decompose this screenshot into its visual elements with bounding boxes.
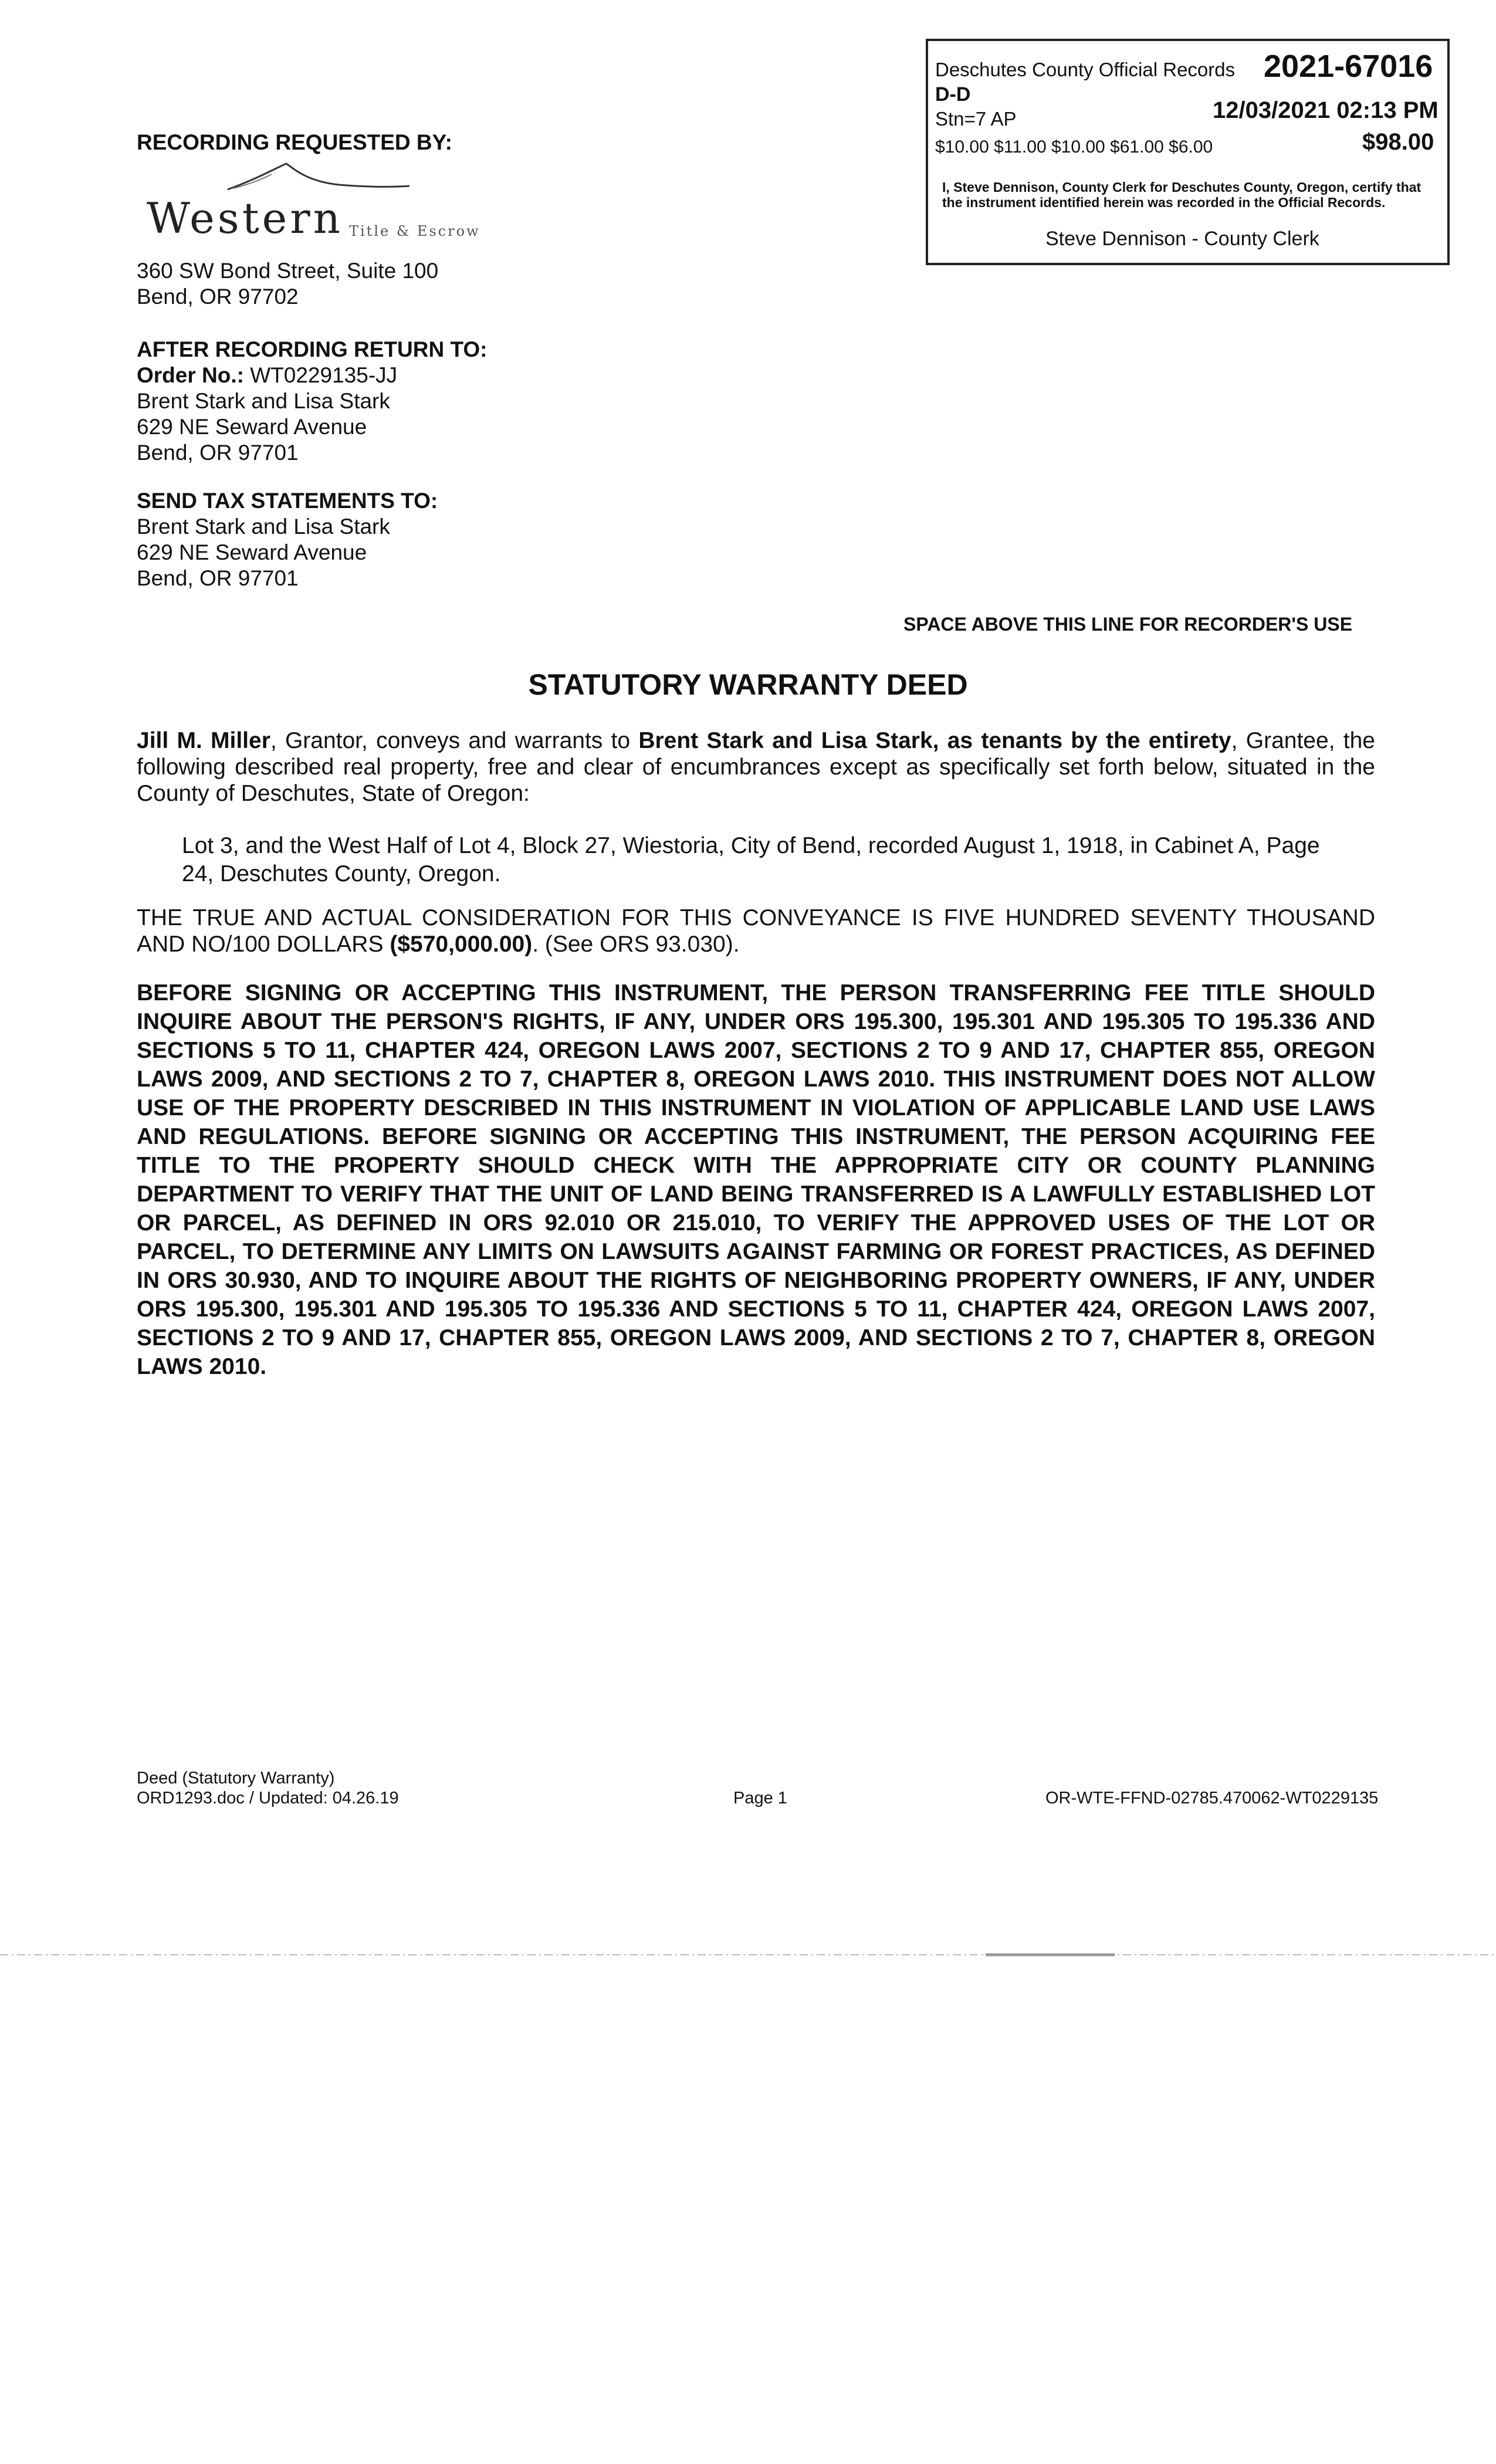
statutory-warning: BEFORE SIGNING OR ACCEPTING THIS INSTRUMENT, THE PERSON TRANSFERRING FEE TITLE SHOULD INQUIRE ABOUT THE PERSON'S RIGHTS, IF ANY, UNDER ORS 195.300, 195.301 AND 195.305 TO 195.336 AND SECTIONS 5 TO 11, CHAPTER 424, OREGON LAWS 2007, SECTIONS 2 TO 9 AND 17, CHAPTER 855, OREGON LAWS 2009, AND SECTIONS 2 TO 7, CHAPTER 8, OREGON LAWS 2010. THIS INSTRUMENT DOES NOT ALLOW USE OF THE PROPERTY DESCRIBED IN THIS INSTRUMENT IN VIOLATION OF APPLICABLE LAND USE LAWS AND REGULATIONS. BEFORE SIGNING OR ACCEPTING THIS INSTRUMENT, THE PERSON ACQUIRING FEE TITLE TO THE PROPERTY SHOULD CHECK WITH THE APPROPRIATE CITY OR COUNTY PLANNING DEPARTMENT TO VERIFY THAT THE UNIT OF LAND BEING TRANSFERRED IS A LAWFULLY ESTABLISHED LOT OR PARCEL, AS DEFINED IN ORS 92.010 OR 215.010, TO VERIFY THE APPROVED USES OF THE LOT OR PARCEL, TO DETERMINE ANY LIMITS ON LAWSUITS AGAINST FARMING OR FOREST PRACTICES, AS DEFINED IN ORS 30.930, AND TO INQUIRE ABOUT THE RIGHTS OF NEIGHBORING PROPERTY OWNERS, IF ANY, UNDER ORS 195.300, 195.301 AND 195.305 TO 195.336 AND SECTIONS 5 TO 11, CHAPTER 424, OREGON LAWS 2007, SECTIONS 2 TO 9 AND 17, CHAPTER 855, OREGON LAWS 2009, AND SECTIONS 2 TO 7, CHAPTER 8, OREGON LAWS 2010. [137,980,1375,1379]
conveyance-text1: , Grantor, conveys and warrants to [270,728,639,753]
stamp-datetime: 12/03/2021 02:13 PM [1213,97,1439,123]
recorder-space-note: SPACE ABOVE THIS LINE FOR RECORDER'S USE [903,614,1353,635]
requested-by-address-line1: 360 SW Bond Street, Suite 100 [137,259,439,283]
consideration-text1: THE TRUE AND ACTUAL CONSIDERATION FOR THIS CONVEYANCE IS FIVE HUNDRED SEVENTY THOUSAND AND NO/100 DOLLARS [137,905,1375,957]
footer-form-info [137,1768,399,1808]
return-to-heading: AFTER RECORDING RETURN TO: [137,337,488,361]
consideration-paragraph [137,905,1375,957]
requested-by-address [137,258,438,310]
recorder-stamp [926,39,1450,265]
stamp-office: Deschutes County Official Records [935,59,1236,80]
footer-form-name: Deed (Statutory Warranty) [137,1769,335,1788]
return-to-street: 629 NE Seward Avenue [137,415,367,439]
requested-by-heading: RECORDING REQUESTED BY: [137,130,452,154]
legal-description: Lot 3, and the West Half of Lot 4, Block 27, Wiestoria, City of Bend, recorded August 1, 1918, in Cabinet A, Page 24, Deschutes County, Oregon. [182,833,1320,886]
stamp-station: Stn=7 AP [935,108,1017,130]
stamp-clerk-signature: Steve Dennison - County Clerk [1045,228,1319,250]
requested-by-address-line2: Bend, OR 97702 [137,285,299,309]
tax-statements-street: 629 NE Seward Avenue [137,540,367,564]
order-line [137,363,487,388]
consideration-amount: ($570,000.00) [390,932,533,957]
company-logo-word: Western [147,194,344,243]
company-logo-sub: Title & Escrow [349,223,480,239]
grantor-name: Jill M. Miller [137,728,270,753]
stamp-doc-type: D-D [935,83,971,106]
footer-page-number: Page 1 [733,1789,787,1808]
tax-statements-name: Brent Stark and Lisa Stark [137,515,390,539]
stamp-fees: $10.00 $11.00 $10.00 $61.00 $6.00 [935,137,1213,157]
conveyance-text2: , Grantee, the following described real property, free and clear of encumbrances except as specifically set forth below, situated in the County of Deschutes, State of Oregon: [137,728,1375,806]
stamp-doc-number: 2021-67016 [1264,49,1433,84]
conveyance-paragraph [137,727,1375,807]
document-title: STATUTORY WARRANTY DEED [528,668,968,701]
tax-statements-block [137,488,438,591]
consideration-text2: . (See ORS 93.030). [532,932,740,957]
order-label: Order No.: [137,363,244,387]
tax-statements-city: Bend, OR 97701 [137,566,299,590]
tax-statements-heading: SEND TAX STATEMENTS TO: [137,489,438,513]
return-to-block [137,337,487,466]
return-to-name: Brent Stark and Lisa Stark [137,389,390,413]
return-to-city: Bend, OR 97701 [137,441,299,465]
stamp-total-fee: $98.00 [1362,129,1434,155]
footer-reference: OR-WTE-FFND-02785.470062-WT0229135 [1045,1789,1379,1808]
order-number: WT0229135-JJ [250,363,398,387]
scan-artifact-line [0,1952,1496,1957]
stamp-certification: I, Steve Dennison, County Clerk for Deschutes County, Oregon, certify that the instrument identified herein was recorded in the Official Records. [942,180,1421,210]
footer-form-file: ORD1293.doc / Updated: 04.26.19 [137,1789,399,1808]
grantee-name: Brent Stark and Lisa Stark, as tenants by the entirety [638,728,1231,753]
